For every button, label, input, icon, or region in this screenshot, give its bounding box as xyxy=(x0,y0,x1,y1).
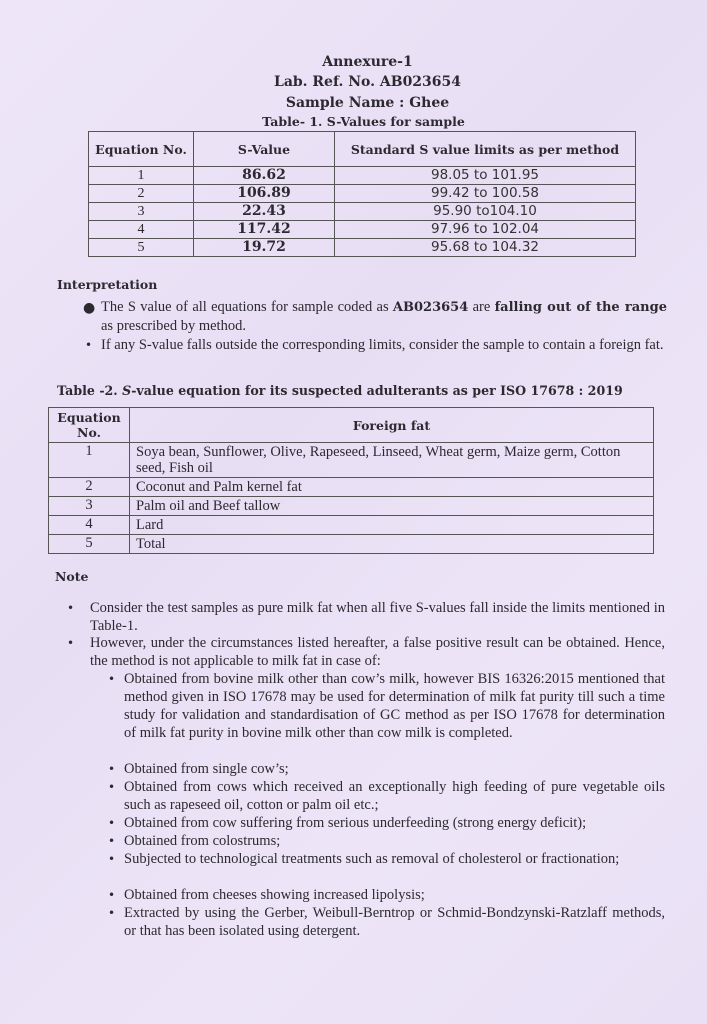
interpretation-heading: Interpretation xyxy=(57,277,158,292)
note-sub-item: Subjected to technological treatments such as removal of cholesterol or fractionation; xyxy=(124,851,620,867)
equation-number: 1 xyxy=(49,443,130,478)
bullet-icon: • xyxy=(108,852,116,866)
bullet-icon: • xyxy=(67,601,75,615)
equation-number: 3 xyxy=(49,497,130,516)
table-row xyxy=(89,239,636,257)
annexure-title: Annexure-1 xyxy=(322,54,413,70)
bullet-icon: • xyxy=(108,672,116,686)
bullet-icon: • xyxy=(108,780,116,794)
column-header-equation: Equation No. xyxy=(89,132,194,167)
note-sub-item: Extracted by using the Gerber, Weibull-Berntrop or Schmid-Bondzynski-Ratzlaff methods, or that has been isolated using detergent. xyxy=(124,905,665,939)
table-row xyxy=(49,535,654,554)
note-sub-item: Obtained from cheeses showing increased lipolysis; xyxy=(124,887,425,903)
note-heading: Note xyxy=(55,569,89,584)
table-row xyxy=(89,185,636,203)
s-value: 117.42 xyxy=(194,221,335,239)
bullet-icon: • xyxy=(108,762,116,776)
foreign-fat: Coconut and Palm kernel fat xyxy=(130,478,654,497)
column-header-foreign-fat: Foreign fat xyxy=(130,408,654,443)
table2-title xyxy=(57,383,623,398)
equation-number: 4 xyxy=(49,516,130,535)
s-value: 86.62 xyxy=(194,167,335,185)
equation-number: 3 xyxy=(89,203,194,221)
foreign-fat: Lard xyxy=(130,516,654,535)
column-header-s-value: S-Value xyxy=(194,132,335,167)
bullet-icon: • xyxy=(108,816,116,830)
column-header-equation: Equation No. xyxy=(49,408,130,443)
standard-limits: 99.42 to 100.58 xyxy=(335,185,636,203)
text: as prescribed by method. xyxy=(101,318,246,334)
column-header-limits: Standard S value limits as per method xyxy=(335,132,636,167)
table-row xyxy=(89,221,636,239)
s-value: 22.43 xyxy=(194,203,335,221)
table-row xyxy=(49,516,654,535)
standard-limits: 95.90 to104.10 xyxy=(335,203,636,221)
note-sub-item: Obtained from colostrums; xyxy=(124,833,281,849)
text: The S value of all equations for sample coded as xyxy=(101,299,393,315)
foreign-fat: Palm oil and Beef tallow xyxy=(130,497,654,516)
bullet-icon: ● xyxy=(83,300,96,316)
bullet-icon: • xyxy=(67,636,75,650)
bullet-icon: • xyxy=(85,338,93,352)
foreign-fat: Total xyxy=(130,535,654,554)
table-row xyxy=(49,443,654,478)
table1-title: Table- 1. S-Values for sample xyxy=(262,114,465,129)
note-item: However, under the circumstances listed hereafter, a false positive result can be obtained. Hence, the method is not applicable to milk fat in case of: xyxy=(90,635,665,669)
equation-number: 5 xyxy=(49,535,130,554)
standard-limits: 98.05 to 101.95 xyxy=(335,167,636,185)
equation-number: 4 xyxy=(89,221,194,239)
s-value: 19.72 xyxy=(194,239,335,257)
interpretation-item: If any S-value falls outside the corresponding limits, consider the sample to contain a foreign fat. xyxy=(101,337,664,353)
equation-number: 2 xyxy=(49,478,130,497)
lab-ref-number: Lab. Ref. No. AB023654 xyxy=(273,74,462,90)
s-values-table xyxy=(88,131,636,257)
sample-code: AB023654 xyxy=(392,300,469,315)
table-row xyxy=(49,497,654,516)
equation-number: 2 xyxy=(89,185,194,203)
note-sub-item: Obtained from single cow’s; xyxy=(124,761,289,777)
text: are xyxy=(468,299,495,315)
note-sub-item: Obtained from bovine milk other than cow’s milk, however BIS 16326:2015 mentioned that method given in ISO 17678 may be used for determination of milk fat purity till such a time study for validation and standardisation of GC method as per ISO 17678 for determination of milk fat purity in bovine milk other than cow milk is completed. xyxy=(124,671,665,741)
bullet-icon: • xyxy=(108,834,116,848)
s-value: 106.89 xyxy=(194,185,335,203)
standard-limits: 95.68 to 104.32 xyxy=(335,239,636,257)
text: Table -2. xyxy=(57,383,123,398)
note-item: Consider the test samples as pure milk fat when all five S-values fall inside the limits mentioned in Table-1. xyxy=(90,600,665,634)
table-row xyxy=(49,478,654,497)
text: S xyxy=(122,383,132,398)
bullet-icon: • xyxy=(108,888,116,902)
table-header-row xyxy=(49,408,654,443)
equation-number: 1 xyxy=(89,167,194,185)
adulterants-table xyxy=(48,407,654,554)
result-emphasis: falling out of the range xyxy=(494,300,667,315)
equation-number: 5 xyxy=(89,239,194,257)
sample-name: Sample Name : Ghee xyxy=(285,95,450,111)
table-row xyxy=(89,167,636,185)
bullet-icon: • xyxy=(108,906,116,920)
standard-limits: 97.96 to 102.04 xyxy=(335,221,636,239)
table-row xyxy=(89,203,636,221)
foreign-fat: Soya bean, Sunflower, Olive, Rapeseed, Linseed, Wheat germ, Maize germ, Cotton seed, Fish oil xyxy=(130,443,654,478)
text: -value equation for its suspected adulterants as per ISO 17678 : 2019 xyxy=(131,383,623,398)
interpretation-item xyxy=(101,298,667,335)
table-header-row xyxy=(89,132,636,167)
note-sub-item: Obtained from cow suffering from serious underfeeding (strong energy deficit); xyxy=(124,815,587,831)
note-sub-item: Obtained from cows which received an exceptionally high feeding of pure vegetable oils such as rapeseed oil, cotton or palm oil etc.; xyxy=(124,779,665,813)
